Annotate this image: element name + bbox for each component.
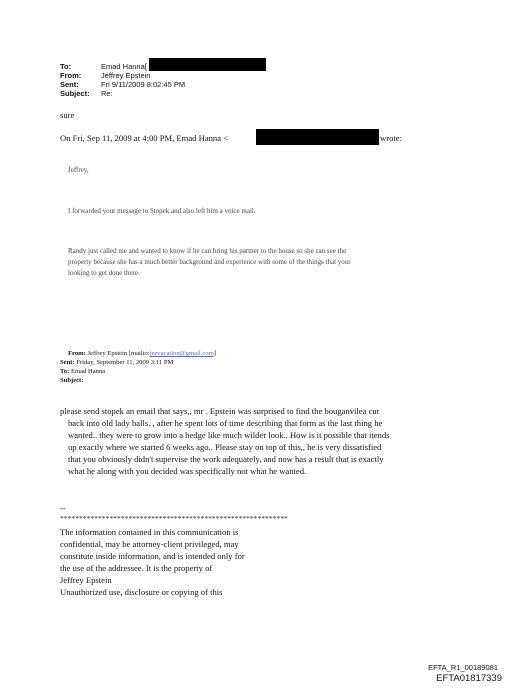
forward-to [60,368,105,375]
reply-text: sure [60,110,75,120]
sent-value: Fri 9/11/2009 8:02:45 PM [101,80,186,89]
email-link[interactable]: jeevacation@gmail.com [149,350,214,357]
quote-intro-wrote: wrote: [380,133,402,143]
disclaimer-line: Unauthorized use, disclosure or copying of this [60,587,223,597]
disclaimer-line: Jeffrey Epstein [60,575,112,585]
document-id-large: EFTA01817339 [436,673,502,684]
forward-to-label: To: [60,368,70,375]
forward-from-close: ] [213,350,216,357]
redaction-bar [256,129,379,145]
disclaimer-line: The information contained in this communication is [60,527,239,537]
quoted-paragraph-line: Randy just called me and wanted to know if he can bring his partner to the house so she can see the [68,247,347,255]
forward-subject [60,377,83,384]
forward-from-label: From: [68,350,86,357]
document-id-small: EFTA_R1_00189081 [428,663,498,672]
disclaimer-line: the use of the addressee. It is the property of [60,563,213,573]
redaction-bar [149,58,266,71]
message-line: up exactly where we started 6 weeks ago.. Please stay on top of this,, he is very dissatisfied [68,442,382,452]
quoted-greeting: Jeffrey, [68,166,89,174]
forward-sent [60,359,173,366]
sent-label: Sent: [60,80,79,89]
signature-dashes: -- [60,503,66,513]
forward-sent-label: Sent: [60,359,75,366]
disclaimer-line: constitute inside information, and is intended only for [60,551,245,561]
forward-from-value: Jeffrey Epstein [mailto: [87,350,150,357]
message-line: what he along with you decided was specifically not what he wanted. [68,466,307,476]
from-label: From: [60,71,82,80]
quoted-paragraph-line: property because she has a much better background and experience with some of the things that your [68,258,351,266]
forward-sent-value: Friday, September 11, 2009 3:11 PM [76,359,174,366]
subject-value: Re: [101,89,113,98]
forward-to-value: Emad Hanna [70,368,106,375]
quoted-paragraph-line: looking to get done there. [68,269,140,277]
forward-from [68,350,216,357]
to-label: To: [60,62,72,71]
forward-subject-label: Subject: [60,377,84,384]
message-line: that you obviously didn't supervise the work adequately, and now has a result that is exactly [68,454,384,464]
message-line: please send stopek an email that says,, mr . Epstein was surprised to find the bouganvilea cut [60,406,380,416]
quote-intro: On Fri, Sep 11, 2009 at 4:00 PM, Emad Hanna < [60,133,229,143]
subject-label: Subject: [60,89,90,98]
from-value: Jeffrey Epstein [101,71,151,80]
quoted-paragraph: I forwarded your message to Stopek and also left him a voice mail. [68,207,256,215]
to-value: Emad Hanna[ [101,62,147,71]
signature-stars: ************************************************************ [60,514,288,523]
disclaimer-line: confidential, may be attorney-client privileged, may [60,539,239,549]
message-line: wanted.. they were to grow into a hedge like much wilder look.. How is it possible that itends [68,430,390,440]
message-line: back into old lady balls. , after he spent lots of time describing that form as the last thing he [68,418,383,428]
